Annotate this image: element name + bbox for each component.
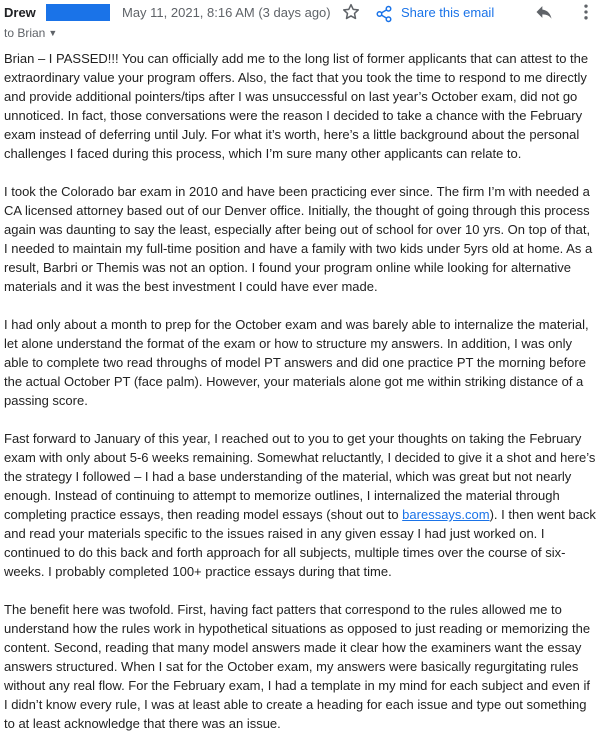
- share-icon: [374, 5, 394, 23]
- recipient-details-toggle[interactable]: [4, 26, 57, 40]
- body-paragraph: I had only about a month to prep for the October exam and was barely able to internalize the material, let alone understand the format of the exam or how to structure my answers. In addition, I was only able to complete two read throughs of model PT answers and did one practice PT the morning before the actual October PT (face palm). However, your materials alone got me within striking distance of a passing score.: [4, 317, 589, 408]
- email-header: [0, 0, 600, 44]
- body-paragraph: [4, 429, 596, 581]
- share-label: Share this email: [401, 5, 495, 20]
- email-body: [4, 49, 596, 752]
- body-paragraph: Brian – I PASSED!!! You can officially add me to the long list of former applicants that can attest to the extraordinary value your program offers. Also, the fact that you took the time to respond to me directly and provide additional pointers/tips after I was unsuccessful on last year’s October exam, did not go unnoticed. In fact, those conversations were the reason I decided to take a chance with the February exam instead of deferring until July. For what it’s worth, here’s a little background about the personal challenges I faced during this process, which I’m sure many other applicants can relate to.: [4, 51, 589, 161]
- reply-icon[interactable]: [534, 2, 554, 22]
- body-paragraph: The benefit here was twofold. First, having fact patters that correspond to the rules allowed me to understand how the rules work in hypothetical situations as opposed to just reading or memorizing the content. Second, reading that many model answers made it clear how the examiners want the essay answers structured. When I sat for the October exam, my answers were basically regurgitating rules without any real flow. For the February exam, I had a template in my mind for each subject and even if I didn’t know every rule, I was at least able to create a heading for each issue and type out something to at least acknowledge that there was an issue.: [4, 602, 591, 731]
- caret-down-icon: ▼: [48, 28, 58, 38]
- star-icon[interactable]: [341, 2, 361, 22]
- body-text: ). I then went back and read your materials specific to the issues raised in any given essay I had just worked on. I continued to do this back and forth approach for all subjects, multiple times over the course of six-weeks. I probably completed 100+ practice essays during that time.: [4, 507, 596, 579]
- redacted-sender-email: [46, 4, 110, 21]
- body-text: Fast forward to January of this year, I reached out to you to get your thoughts on taking the February exam with only about 5-6 weeks remaining. Somewhat reluctantly, I decided to give it a shot and here’s the strategy I followed – I had a base understanding of the material, which was great but not nearly enough. Instead of continuing to attempt to memorize outlines, I internalized the material through completing practice essays, then reading model essays (shout out to: [4, 431, 596, 522]
- recipient-label: to Brian: [4, 26, 46, 40]
- more-options-icon[interactable]: [576, 2, 596, 22]
- baressays-link[interactable]: baressays.com: [402, 507, 490, 522]
- body-paragraph: I took the Colorado bar exam in 2010 and have been practicing ever since. The firm I’m with needed a CA licensed attorney based out of our Denver office. Initially, the thought of going through this process again was daunting to say the least, especially after being out of school for over 10 yrs. On top of that, I needed to maintain my full-time position and have a family with two kids under 5yrs old at home. As a result, Barbri or Themis was not an option. I found your program online while looking for alternative materials and it was the best investment I could have ever made.: [4, 184, 593, 294]
- email-timestamp: May 11, 2021, 8:16 AM (3 days ago): [122, 5, 331, 20]
- sender-name[interactable]: Drew: [4, 5, 36, 20]
